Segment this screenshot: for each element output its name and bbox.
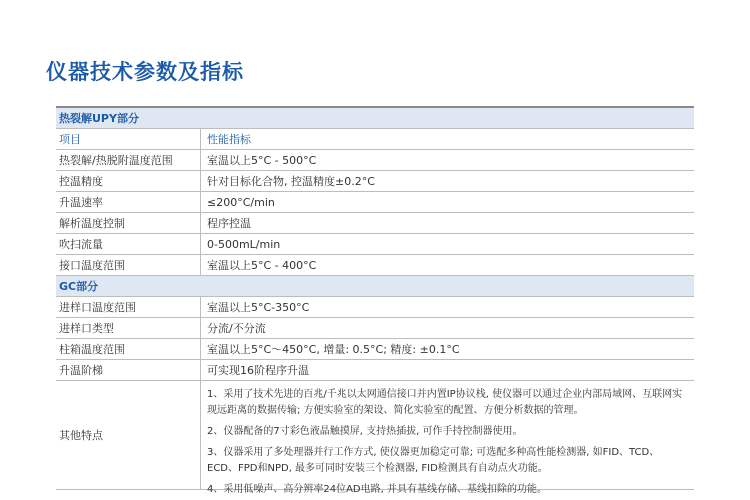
row-item: 其他特点 — [56, 381, 201, 489]
table-row — [56, 318, 694, 339]
table-row — [56, 360, 694, 381]
column-header-spec: 性能指标 — [207, 133, 251, 146]
row-spec: 0-500mL/min — [207, 237, 281, 251]
row-spec: 室温以上5°C - 400°C — [207, 259, 317, 272]
table-row — [56, 255, 694, 276]
features-list — [201, 381, 694, 495]
row-spec: 室温以上5°C～450°C, 增量: 0.5°C; 精度: ±0.1°C — [207, 343, 460, 356]
row-item: 升温阶梯 — [56, 360, 201, 380]
row-spec: 室温以上5°C-350°C — [207, 301, 310, 314]
row-spec: ≤200°C/min — [207, 195, 275, 209]
row-item: 进样口温度范围 — [56, 297, 201, 317]
table-row — [56, 234, 694, 255]
column-header-row — [56, 129, 694, 150]
row-item: 吹扫流量 — [56, 234, 201, 254]
table-row — [56, 171, 694, 192]
table-row — [56, 192, 694, 213]
section-header-gc — [56, 276, 694, 297]
row-spec: 可实现16阶程序升温 — [207, 364, 309, 377]
section-title: 热裂解UPY部分 — [59, 112, 139, 125]
feature-line: 3、仪器采用了多处理器并行工作方式, 使仪器更加稳定可靠; 可选配多种高性能检测器, 如FID、TCD、ECD、FPD和NPD, 最多可同时安装三个检测器, FID检测具有自动点火功能。 — [207, 447, 660, 474]
column-header-item: 项目 — [56, 129, 201, 149]
table-row — [56, 339, 694, 360]
row-spec: 分流/不分流 — [207, 322, 266, 335]
row-spec: 室温以上5°C - 500°C — [207, 154, 317, 167]
table-row — [56, 150, 694, 171]
row-item: 进样口类型 — [56, 318, 201, 338]
page-title: 仪器技术参数及指标 — [46, 60, 244, 84]
row-item: 升温速率 — [56, 192, 201, 212]
row-item: 解析温度控制 — [56, 213, 201, 233]
row-item: 控温精度 — [56, 171, 201, 191]
feature-line: 4、采用低噪声、高分辨率24位AD电路, 并具有基线存储、基线扣除的功能。 — [207, 484, 547, 495]
section-header-upy — [56, 108, 694, 129]
spec-table — [56, 106, 694, 495]
table-row — [56, 213, 694, 234]
row-item: 热裂解/热脱附温度范围 — [56, 150, 201, 170]
row-spec: 针对目标化合物, 控温精度±0.2°C — [207, 175, 375, 188]
other-features-row — [56, 381, 694, 495]
row-spec: 程序控温 — [207, 217, 251, 230]
feature-line: 2、仪器配备的7寸彩色液晶触摸屏, 支持热插拔, 可作手持控制器使用。 — [207, 426, 523, 437]
table-row — [56, 297, 694, 318]
section-title: GC部分 — [59, 280, 99, 293]
feature-line: 1、采用了技术先进的百兆/千兆以太网通信接口并内置IP协议栈, 使仪器可以通过企业内部局域网、互联网实现远距离的数据传输; 方便实验室的架设、简化实验室的配置、方便分析数据的管理。 — [207, 389, 683, 416]
row-item: 接口温度范围 — [56, 255, 201, 275]
row-item: 柱箱温度范围 — [56, 339, 201, 359]
